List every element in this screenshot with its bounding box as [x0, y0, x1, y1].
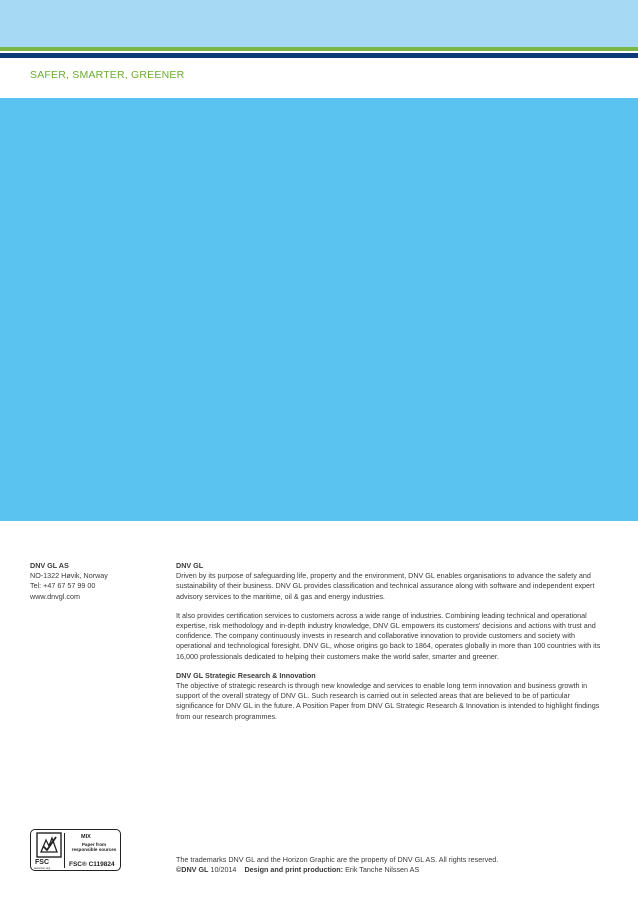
fsc-mix-label: MIX — [81, 834, 91, 840]
company-name: DNV GL AS — [30, 561, 69, 570]
production-label: Design and print production: — [244, 865, 344, 875]
company-phone: Tel: +47 67 57 99 00 — [30, 581, 96, 591]
company-website[interactable]: www.dnvgl.com — [30, 591, 80, 601]
about-paragraph-2: It also provides certification services to customers across a wide range of industries. Combining leading technical and operational expertise, risk methodology and in-depth industry knowledge, DNV GL empowers its customers' decisions and actions with trust and confidence. The company continuously invests in research and collaborative innovation to provide customers and society with operational and technological foresight. DNV GL, whose origins go back to 1864, operates globally in more than 100 countries with its 16,000 professionals dedicated to helping their customers make the world safer, smarter and greener. — [176, 610, 601, 661]
top-light-blue-band — [0, 0, 638, 47]
contact-block — [30, 561, 108, 602]
research-paragraph: The objective of strategic research is through new knowledge and services to enable long term innovation and business growth in support of the overall strategy of DNV GL. Such research is carried out in selected areas that are believed to be of particular significance for DNV GL in the future. A Position Paper from DNV GL Strategic Research & Innovation is intended to highlight findings from our research programmes. — [176, 681, 600, 721]
fsc-url: www.fsc.org — [34, 866, 51, 870]
copyright-line — [176, 865, 498, 875]
fsc-paper-line-1: Paper from — [81, 842, 107, 847]
about-block — [176, 561, 606, 722]
navy-stripe — [0, 53, 638, 58]
trademark-notice: The trademarks DNV GL and the Horizon Graphic are the property of DNV GL AS. All rights reserved. — [176, 855, 499, 864]
research-heading: DNV GL Strategic Research & Innovation — [176, 670, 316, 680]
legal-block — [176, 855, 498, 875]
fsc-brand-label: FSC — [35, 859, 49, 866]
about-paragraph-1: Driven by its purpose of safeguarding life, property and the environment, DNV GL enables organisations to advance the safety and sustainability of their business. DNV GL provides classification and technical assurance along with software and independent expert advisory services to the maritime, oil & gas and energy industries. — [176, 571, 595, 601]
blue-cover-panel — [0, 98, 638, 521]
copyright-label: ©DNV GL — [176, 865, 209, 875]
fsc-paper-line-2: responsible sources — [71, 847, 117, 852]
publication-date: 10/2014 — [210, 865, 237, 875]
company-address: NO-1322 Høvik, Norway — [30, 571, 108, 581]
tagline: SAFER, SMARTER, GREENER — [30, 69, 185, 81]
fsc-paper-label — [68, 842, 120, 852]
production-value: Erik Tanche Nilssen AS — [345, 865, 420, 875]
fsc-tree-check-icon — [36, 832, 62, 858]
fsc-certification-badge — [30, 829, 121, 871]
about-heading: DNV GL — [176, 561, 204, 570]
fsc-license-code: FSC® C119824 — [69, 861, 115, 868]
